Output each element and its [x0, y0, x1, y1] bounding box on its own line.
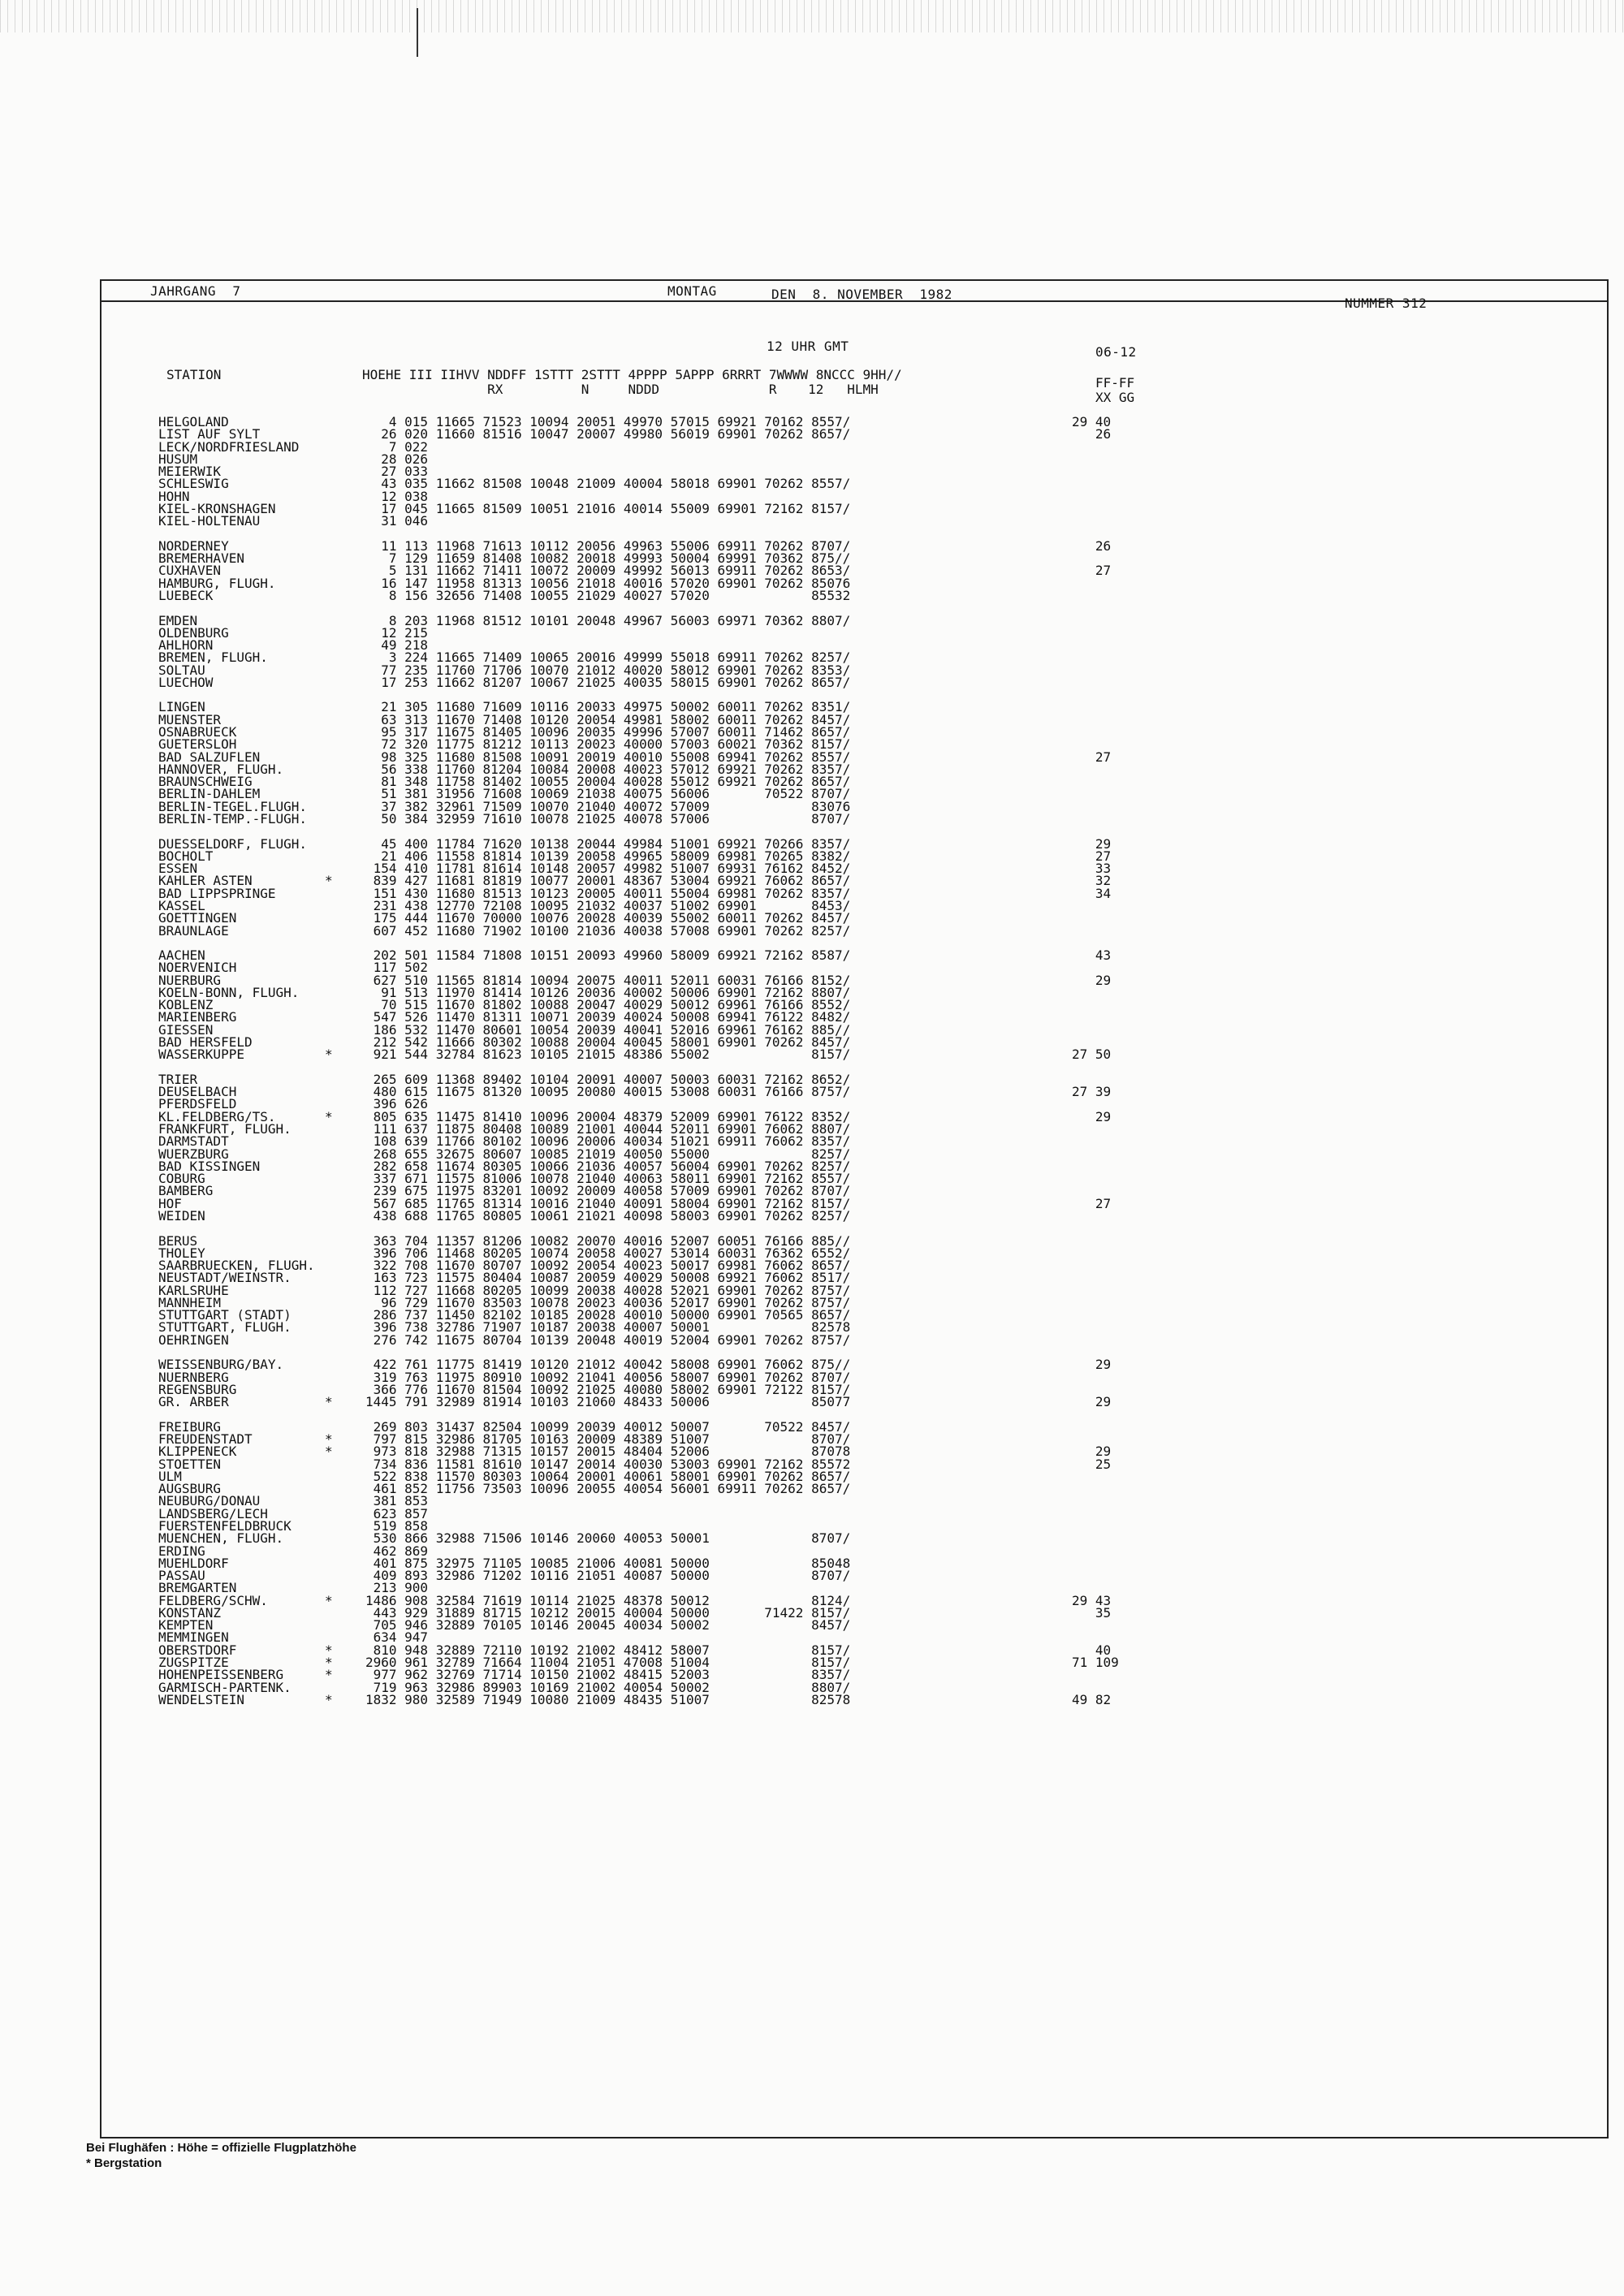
station-name: BAD LIPPSPRINGE	[158, 885, 276, 901]
synop-code: 519 858	[365, 1517, 429, 1534]
station-name: KEMPTEN	[158, 1617, 214, 1634]
station-name: OBERSTDORF	[158, 1642, 237, 1658]
gust-value: 33	[1072, 861, 1112, 877]
synop-code: 163 723 11575 80404 10087 20059 40029 50008 69921 76062 8517/	[365, 1270, 851, 1286]
station-name: BOCHOLT	[158, 848, 214, 864]
synop-code: 438 688 11765 80805 10061 21021 40098 58003 69901 70262 8257/	[365, 1207, 851, 1224]
station-name: DEUSELBACH	[158, 1084, 237, 1100]
gust-value: 29	[1072, 1357, 1112, 1373]
station-name: OSNABRUECK	[158, 724, 237, 740]
station-name: BAD SALZUFLEN	[158, 749, 261, 765]
gust-value: 25	[1072, 1456, 1112, 1472]
station-name: KASSEL	[158, 897, 205, 913]
station-name: BRAUNLAGE	[158, 922, 229, 939]
gust-value: 29	[1072, 1108, 1112, 1124]
mountain-marker: *	[325, 873, 333, 889]
synop-code: 8 203 11968 81512 10101 20048 49967 56003 69971 70362 8807/	[365, 612, 851, 628]
station-name: NUERNBERG	[158, 1369, 229, 1385]
station-name: WEIDEN	[158, 1207, 205, 1224]
issue-number: NUMMER 312	[1345, 296, 1427, 311]
station-name: LECK/NORDFRIESLAND	[158, 438, 300, 455]
jahrgang-label: JAHRGANG 7	[150, 283, 241, 299]
station-name: STUTTGART (STADT)	[158, 1307, 292, 1323]
gust-value: 29	[1072, 1394, 1112, 1410]
synop-code: 337 671 11575 81006 10078 21040 40063 58011 69901 72162 8557/	[365, 1171, 851, 1187]
synop-code: 396 738 32786 71907 10187 20038 40007 50001 82578	[365, 1319, 851, 1336]
station-name: HOHN	[158, 488, 190, 504]
mountain-marker: *	[325, 1592, 333, 1608]
synop-code: 28 026	[365, 451, 429, 467]
synop-code: 381 853	[365, 1493, 429, 1509]
synop-code: 112 727 11668 80205 10099 20038 40028 52021 69901 70262 8757/	[365, 1282, 851, 1298]
synop-code: 5 131 11662 71411 10072 20009 49992 56013 69911 70262 8653/	[365, 563, 851, 579]
station-name: PASSAU	[158, 1568, 205, 1583]
synop-code: 96 729 11670 83503 10078 20023 40036 52017 69901 70262 8757/	[365, 1294, 851, 1310]
gust-value: 27 50	[1072, 1047, 1112, 1063]
station-name: BAD HERSFELD	[158, 1034, 253, 1050]
gust-value: 34	[1072, 885, 1112, 901]
synop-code: 480 615 11675 81320 10095 20080 40015 53008 60031 76166 8757/	[365, 1084, 851, 1100]
gust-value: 27 39	[1072, 1084, 1112, 1100]
gust-value: 29	[1072, 1444, 1112, 1460]
station-name: KOBLENZ	[158, 997, 214, 1013]
station-name: LUECHOW	[158, 674, 214, 690]
synop-code: 810 948 32889 72110 10192 21002 48412 58007 8157/	[365, 1642, 851, 1658]
gust-value: 29 43	[1072, 1592, 1112, 1608]
station-name: HAMBURG, FLUGH.	[158, 575, 276, 591]
synop-code: 7 129 11659 81408 10082 20018 49993 50004 69991 70362 875//	[365, 550, 851, 567]
footer-mountain-note: * Bergstation	[86, 2156, 162, 2170]
synop-code: 623 857	[365, 1505, 429, 1521]
station-name: HELGOLAND	[158, 414, 229, 429]
synop-code: 45 400 11784 71620 10138 20044 49984 51001 69921 70266 8357/	[365, 835, 851, 852]
footer-airport-note: Bei Flughäfen : Höhe = offizielle Flugplatzhöhe	[86, 2141, 356, 2155]
station-name: PFERDSFELD	[158, 1096, 237, 1112]
mountain-marker: *	[325, 1642, 333, 1658]
station-name: BREMERHAVEN	[158, 550, 244, 567]
station-name: BAD KISSINGEN	[158, 1158, 261, 1174]
synop-code: 175 444 11670 70000 10076 20028 40039 55002 60011 70262 8457/	[365, 910, 851, 926]
station-name: ZUGSPITZE	[158, 1655, 229, 1670]
station-name: MEMMINGEN	[158, 1629, 229, 1646]
synop-code: 17 253 11662 81207 10067 21025 40035 58015 69901 70262 8657/	[365, 674, 851, 690]
synop-code: 422 761 11775 81419 10120 21012 40042 58008 69901 76062 875//	[365, 1357, 851, 1373]
synop-code: 461 852 11756 73503 10096 20055 40054 56001 69911 70262 8657/	[365, 1481, 851, 1497]
station-name: NEUSTADT/WEINSTR.	[158, 1270, 292, 1286]
station-name: STUTTGART, FLUGH.	[158, 1319, 292, 1336]
station-name: BAMBERG	[158, 1183, 214, 1199]
synop-code: 921 544 32784 81623 10105 21015 48386 55002 8157/	[365, 1047, 851, 1063]
station-name: FREIBURG	[158, 1418, 222, 1435]
synop-code: 212 542 11666 80302 10088 20004 40045 58001 69901 70262 8457/	[365, 1034, 851, 1050]
station-name: MANNHEIM	[158, 1294, 222, 1310]
synop-code: 8 156 32656 71408 10055 21029 40027 57020 85532	[365, 587, 851, 603]
synop-code: 530 866 32988 71506 10146 20060 40053 50001 8707/	[365, 1530, 851, 1547]
station-name: GARMISCH-PARTENK.	[158, 1679, 292, 1695]
mountain-marker: *	[325, 1108, 333, 1124]
station-name: NEUBURG/DONAU	[158, 1493, 261, 1509]
station-name: NOERVENICH	[158, 960, 237, 976]
synop-code: 567 685 11765 81314 10016 21040 40091 58004 69901 72162 8157/	[365, 1195, 851, 1211]
synop-code: 1445 791 32989 81914 10103 21060 48433 50006 85077	[365, 1394, 851, 1410]
synop-code: 3 224 11665 71409 10065 20016 49999 55018 69911 70262 8257/	[365, 650, 851, 666]
synop-code: 12 215	[365, 624, 429, 641]
date-label: DEN 8. NOVEMBER 1982	[771, 287, 952, 302]
station-name: ESSEN	[158, 861, 198, 877]
synop-code: 1832 980 32589 71949 10080 21009 48435 51007 82578	[365, 1691, 851, 1707]
synop-code: 734 836 11581 81610 10147 20014 40030 53003 69901 72162 85572	[365, 1456, 851, 1472]
gust-value: 71 109	[1072, 1655, 1119, 1670]
gust-value: 32	[1072, 873, 1112, 889]
station-name: BERLIN-TEGEL.FLUGH.	[158, 798, 308, 814]
synop-code: 108 639 11766 80102 10096 20006 40034 51021 69911 76062 8357/	[365, 1133, 851, 1150]
station-name: EMDEN	[158, 612, 198, 628]
synop-code: 443 929 31889 81715 10212 20015 40004 50000 71422 8157/	[365, 1604, 851, 1621]
synop-code: 805 635 11475 81410 10096 20004 48379 52009 69901 76122 8352/	[365, 1108, 851, 1124]
mountain-marker: *	[325, 1394, 333, 1410]
synop-code: 21 406 11558 81814 10139 20058 49965 58009 69981 70265 8382/	[365, 848, 851, 864]
gust-value: 29 40	[1072, 414, 1112, 429]
synop-code: 1486 908 32584 71619 10114 21025 48378 50012 8124/	[365, 1592, 851, 1608]
station-name: BERLIN-TEMP.-FLUGH.	[158, 811, 308, 826]
synop-code: 547 526 11470 81311 10071 20039 40024 50008 69941 76122 8482/	[365, 1009, 851, 1025]
station-name: AUGSBURG	[158, 1481, 222, 1497]
synop-code: 239 675 11975 83201 10092 20009 40058 57009 69901 70262 8707/	[365, 1183, 851, 1199]
station-name: SCHLESWIG	[158, 476, 229, 492]
code-column-subheader: RX N NDDD R 12 HLMH	[362, 382, 879, 397]
station-name: KIEL-KRONSHAGEN	[158, 501, 276, 516]
synop-code: 265 609 11368 89402 10104 20091 40007 50003 60031 72162 8652/	[365, 1071, 851, 1087]
synop-code: 70 515 11670 81802 10088 20047 40029 50012 69961 76166 8552/	[365, 997, 851, 1013]
gust-column-header: FF-FF	[1095, 375, 1135, 391]
synop-code: 95 317 11675 81405 10096 20035 49996 57007 60011 71462 8657/	[365, 724, 851, 740]
gust-value: 27	[1072, 1195, 1112, 1211]
station-name: OLDENBURG	[158, 624, 229, 641]
station-name: SOLTAU	[158, 662, 205, 678]
station-name: KARLSRUHE	[158, 1282, 229, 1298]
synop-code: 268 655 32675 80607 10085 21019 40050 55000 8257/	[365, 1146, 851, 1162]
synop-code: 973 818 32988 71315 10157 20015 48404 52006 87078	[365, 1444, 851, 1460]
station-name: GUETERSLOH	[158, 736, 237, 753]
synop-code: 81 348 11758 81402 10055 20004 40028 55012 69921 70262 8657/	[365, 774, 851, 790]
synop-code: 839 427 11681 81819 10077 20001 48367 53004 69921 76062 8657/	[365, 873, 851, 889]
station-name: ERDING	[158, 1543, 205, 1559]
synop-code: 43 035 11662 81508 10048 21009 40004 58018 69901 70262 8557/	[365, 476, 851, 492]
station-name: DARMSTADT	[158, 1133, 229, 1150]
station-name: WENDELSTEIN	[158, 1691, 244, 1707]
synop-code: 63 313 11670 71408 10120 20054 49981 58002 60011 70262 8457/	[365, 711, 851, 727]
synop-code: 56 338 11760 81204 10084 20008 40023 57012 69921 70262 8357/	[365, 761, 851, 777]
station-name: GR. ARBER	[158, 1394, 229, 1410]
station-name: SAARBRUECKEN, FLUGH.	[158, 1258, 315, 1273]
synop-code: 2960 961 32789 71664 11004 21051 47008 51004 8157/	[365, 1655, 851, 1670]
synop-code: 31 046	[365, 513, 429, 529]
mountain-marker: *	[325, 1431, 333, 1447]
gust-value: 40	[1072, 1642, 1112, 1658]
synop-code: 16 147 11958 81313 10056 21018 40016 57020 69901 70262 85076	[365, 575, 851, 591]
station-name: BERLIN-DAHLEM	[158, 786, 261, 802]
code-column-header: HOEHE III IIHVV NDDFF 1STTT 2STTT 4PPPP 5APPP 6RRRT 7WWWW 8NCCC 9HH//	[362, 367, 902, 382]
station-name: TRIER	[158, 1071, 198, 1087]
station-name: BREMGARTEN	[158, 1580, 237, 1596]
synop-code: 607 452 11680 71902 10100 21036 40038 57008 69901 70262 8257/	[365, 922, 851, 939]
gust-value: 27	[1072, 749, 1112, 765]
synop-code: 286 737 11450 82102 10185 20028 40010 50000 69901 70565 8657/	[365, 1307, 851, 1323]
station-name: GIESSEN	[158, 1021, 214, 1038]
station-name: MUEHLDORF	[158, 1555, 229, 1571]
synop-code: 627 510 11565 81814 10094 20075 40011 52011 60031 76166 8152/	[365, 972, 851, 988]
synop-code: 98 325 11680 81508 10091 20019 40010 55008 69941 70262 8557/	[365, 749, 851, 765]
station-name: ULM	[158, 1468, 182, 1484]
gust-column-subheader: XX GG	[1095, 390, 1135, 405]
station-name: LINGEN	[158, 699, 205, 715]
station-name: KONSTANZ	[158, 1604, 222, 1621]
synop-code: 276 742 11675 80704 10139 20048 40019 52004 69901 70262 8757/	[365, 1331, 851, 1348]
station-name: BRAUNSCHWEIG	[158, 774, 253, 790]
synop-code: 462 869	[365, 1543, 429, 1559]
synop-code: 27 033	[365, 464, 429, 480]
station-name: MUENCHEN, FLUGH.	[158, 1530, 284, 1547]
punch-mark	[417, 8, 418, 57]
station-name: GOETTINGEN	[158, 910, 237, 926]
station-name: HUSUM	[158, 451, 198, 467]
synop-code: 322 708 11670 80707 10092 20054 40023 50017 69981 76062 8657/	[365, 1258, 851, 1273]
synop-code: 51 381 31956 71608 10069 21038 40075 56006 70522 8707/	[365, 786, 851, 802]
gust-value: 35	[1072, 1604, 1112, 1621]
station-name: WASSERKUPPE	[158, 1047, 244, 1063]
synop-code: 77 235 11760 71706 10070 21012 40020 58012 69901 70262 8353/	[365, 662, 851, 678]
synop-code: 977 962 32769 71714 10150 21002 48415 52003 8357/	[365, 1667, 851, 1683]
synop-code: 4 015 11665 71523 10094 20051 49970 57015 69921 70162 8557/	[365, 414, 851, 429]
synop-code: 231 438 12770 72108 10095 21032 40037 51002 69901 8453/	[365, 897, 851, 913]
station-name: MEIERWIK	[158, 464, 222, 480]
gust-value: 27	[1072, 563, 1112, 579]
station-name: KL.FELDBERG/TS.	[158, 1108, 276, 1124]
station-column-header: STATION	[166, 367, 222, 382]
synop-code: 282 658 11674 80305 10066 21036 40057 56004 69901 70262 8257/	[365, 1158, 851, 1174]
station-name: THOLEY	[158, 1245, 205, 1261]
synop-code: 213 900	[365, 1580, 429, 1596]
gust-value: 26	[1072, 426, 1112, 442]
station-name: FUERSTENFELDBRUCK	[158, 1517, 292, 1534]
observation-time: 12 UHR GMT	[767, 339, 849, 354]
station-name: AACHEN	[158, 947, 205, 963]
period-label: 06-12	[1095, 344, 1137, 360]
synop-code: 401 875 32975 71105 10085 21006 40081 50000 85048	[365, 1555, 851, 1571]
station-name: WEISSENBURG/BAY.	[158, 1357, 284, 1373]
synop-code: 21 305 11680 71609 10116 20033 49975 50002 60011 70262 8351/	[365, 699, 851, 715]
synop-code: 49 218	[365, 637, 429, 653]
synop-code: 11 113 11968 71613 10112 20056 49963 55006 69911 70262 8707/	[365, 537, 851, 554]
station-name: NORDERNEY	[158, 537, 229, 554]
synop-code: 366 776 11670 81504 10092 21025 40080 58002 69901 72122 8157/	[365, 1381, 851, 1397]
synop-code: 719 963 32986 89903 10169 21002 40054 50002 8807/	[365, 1679, 851, 1695]
station-name: CUXHAVEN	[158, 563, 222, 579]
synop-code: 269 803 31437 82504 10099 20039 40012 50007 70522 8457/	[365, 1418, 851, 1435]
gust-value: 29	[1072, 835, 1112, 852]
station-name: OEHRINGEN	[158, 1331, 229, 1348]
mountain-marker: *	[325, 1691, 333, 1707]
station-name: FRANKFURT, FLUGH.	[158, 1121, 292, 1137]
station-name: AHLHORN	[158, 637, 214, 653]
synop-code: 797 815 32986 81705 10163 20009 48389 51007 8707/	[365, 1431, 851, 1447]
synop-code: 522 838 11570 80303 10064 20001 40061 58001 69901 70262 8657/	[365, 1468, 851, 1484]
station-name: LANDSBERG/LECH	[158, 1505, 268, 1521]
station-name: REGENSBURG	[158, 1381, 237, 1397]
synop-code: 117 502	[365, 960, 429, 976]
synop-code: 37 382 32961 71509 10070 21040 40072 57009 83076	[365, 798, 851, 814]
station-name: KIEL-HOLTENAU	[158, 513, 261, 529]
station-name: WUERZBURG	[158, 1146, 229, 1162]
station-name: NUERBURG	[158, 972, 222, 988]
synop-code: 396 706 11468 80205 10074 20058 40027 53014 60031 76362 6552/	[365, 1245, 851, 1261]
gust-value: 29	[1072, 972, 1112, 988]
station-name: LUEBECK	[158, 587, 214, 603]
synop-code: 202 501 11584 71808 10151 20093 49960 58009 69921 72162 8587/	[365, 947, 851, 963]
station-name: HOHENPEISSENBERG	[158, 1667, 284, 1683]
station-name: KOELN-BONN, FLUGH.	[158, 984, 300, 1000]
station-name: FELDBERG/SCHW.	[158, 1592, 268, 1608]
gust-value: 26	[1072, 537, 1112, 554]
synop-code: 151 430 11680 81513 10123 20005 40011 55004 69981 70262 8357/	[365, 885, 851, 901]
station-name: STOETTEN	[158, 1456, 222, 1472]
synop-code: 50 384 32959 71610 10078 21025 40078 57006 8707/	[365, 811, 851, 826]
station-name: HANNOVER, FLUGH.	[158, 761, 284, 777]
gust-value: 49 82	[1072, 1691, 1112, 1707]
mountain-marker: *	[325, 1655, 333, 1670]
mountain-marker: *	[325, 1444, 333, 1460]
synop-code: 12 038	[365, 488, 429, 504]
gust-value: 27	[1072, 848, 1112, 864]
station-name: LIST AUF SYLT	[158, 426, 261, 442]
synop-code: 634 947	[365, 1629, 429, 1646]
station-name: DUESSELDORF, FLUGH.	[158, 835, 308, 852]
synop-code: 396 626	[365, 1096, 429, 1112]
synop-code: 319 763 11975 80910 10092 21041 40056 58007 69901 70262 8707/	[365, 1369, 851, 1385]
synop-code: 91 513 11970 81414 10126 20036 40002 50006 69901 72162 8807/	[365, 984, 851, 1000]
station-name: MARIENBERG	[158, 1009, 237, 1025]
synop-code: 363 704 11357 81206 10082 20070 40016 52007 60051 76166 885//	[365, 1232, 851, 1249]
report-frame	[100, 279, 1609, 2138]
synop-code: 186 532 11470 80601 10054 20039 40041 52016 69961 76162 885//	[365, 1021, 851, 1038]
synop-code: 705 946 32889 70105 10146 20045 40034 50002 8457/	[365, 1617, 851, 1634]
synop-code: 26 020 11660 81516 10047 20007 49980 56019 69901 70262 8657/	[365, 426, 851, 442]
weekday-label: MONTAG	[667, 283, 717, 299]
gust-value: 43	[1072, 947, 1112, 963]
station-name: BERUS	[158, 1232, 198, 1249]
mountain-marker: *	[325, 1047, 333, 1063]
station-name: BREMEN, FLUGH.	[158, 650, 268, 666]
synop-code: 72 320 11775 81212 10113 20023 40000 57003 60021 70362 8157/	[365, 736, 851, 753]
synop-code: 7 022	[365, 438, 429, 455]
scan-noise	[0, 0, 1624, 32]
station-name: FREUDENSTADT	[158, 1431, 253, 1447]
station-name: KLIPPENECK	[158, 1444, 237, 1460]
mountain-marker: *	[325, 1667, 333, 1683]
synop-code: 154 410 11781 81614 10148 20057 49982 51007 69931 76162 8452/	[365, 861, 851, 877]
station-name: KAHLER ASTEN	[158, 873, 253, 889]
synop-code: 409 893 32986 71202 10116 21051 40087 50000 8707/	[365, 1568, 851, 1583]
station-name: HOF	[158, 1195, 182, 1211]
station-name: MUENSTER	[158, 711, 222, 727]
synop-code: 17 045 11665 81509 10051 21016 40014 55009 69901 72162 8157/	[365, 501, 851, 516]
station-name: COBURG	[158, 1171, 205, 1187]
synop-code: 111 637 11875 80408 10089 21001 40044 52011 69901 76062 8807/	[365, 1121, 851, 1137]
